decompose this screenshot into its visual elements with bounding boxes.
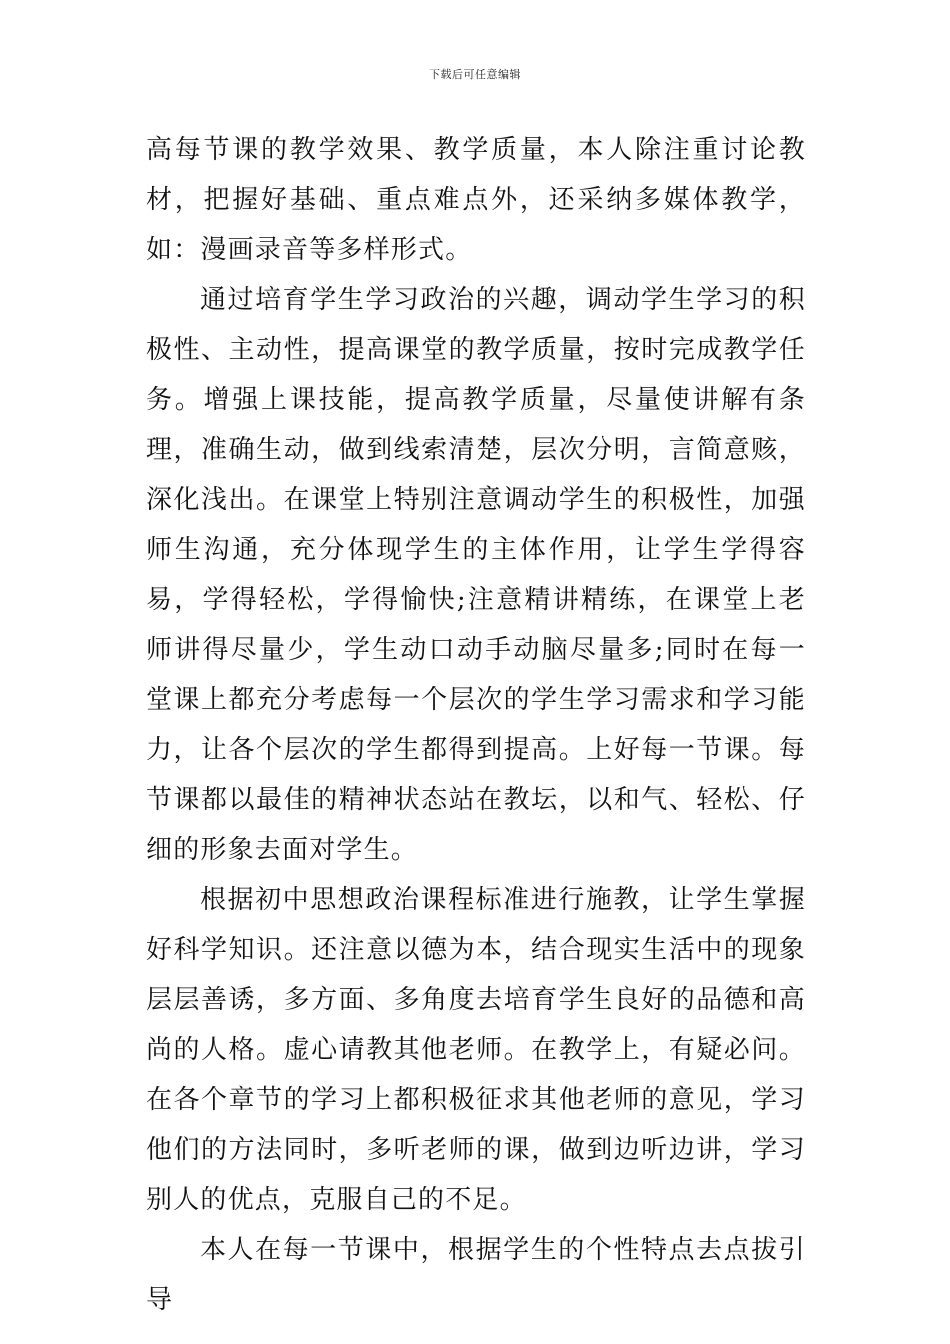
paragraph-2: 通过培育学生学习政治的兴趣，调动学生学习的积极性、主动性，提高课堂的教学质量，按时完成教学任务。增强上课技能，提高教学质量，尽量使讲解有条理，准确生动，做到线索清楚，层次分明，言简意赅，深化浅出。在课堂上特别注意调动学生的积极性，加强师生沟通，充分体现学生的主体作用，让学生学得容易，学得轻松，学得愉快;注意精讲精练，在课堂上老师讲得尽量少，学生动口动手动脑尽量多;同时在每一堂课上都充分考虑每一个层次的学生学习需求和学习能力，让各个层次的学生都得到提高。上好每一节课。每节课都以最佳的精神状态站在教坛，以和气、轻松、仔细的形象去面对学生。: [146, 285, 806, 865]
page-header-note: 下载后可任意编辑: [429, 68, 521, 81]
paragraph-1: 高每节课的教学效果、教学质量，本人除注重讨论教材，把握好基础、重点难点外，还采纳多媒体教学，如：漫画录音等多样形式。: [146, 135, 806, 265]
paragraph-4: 本人在每一节课中，根据学生的个性特点去点拔引导: [146, 1235, 806, 1315]
paragraph-3: 根据初中思想政治课程标准进行施教，让学生掌握好科学知识。还注意以德为本，结合现实生活中的现象层层善诱，多方面、多角度去培育学生良好的品德和高尚的人格。虚心请教其他老师。在教学上，有疑必问。在各个章节的学习上都积极征求其他老师的意见，学习他们的方法同时，多听老师的课，做到边听边讲，学习别人的优点，克服自己的不足。: [146, 885, 806, 1215]
document-body: [146, 125, 806, 1325]
